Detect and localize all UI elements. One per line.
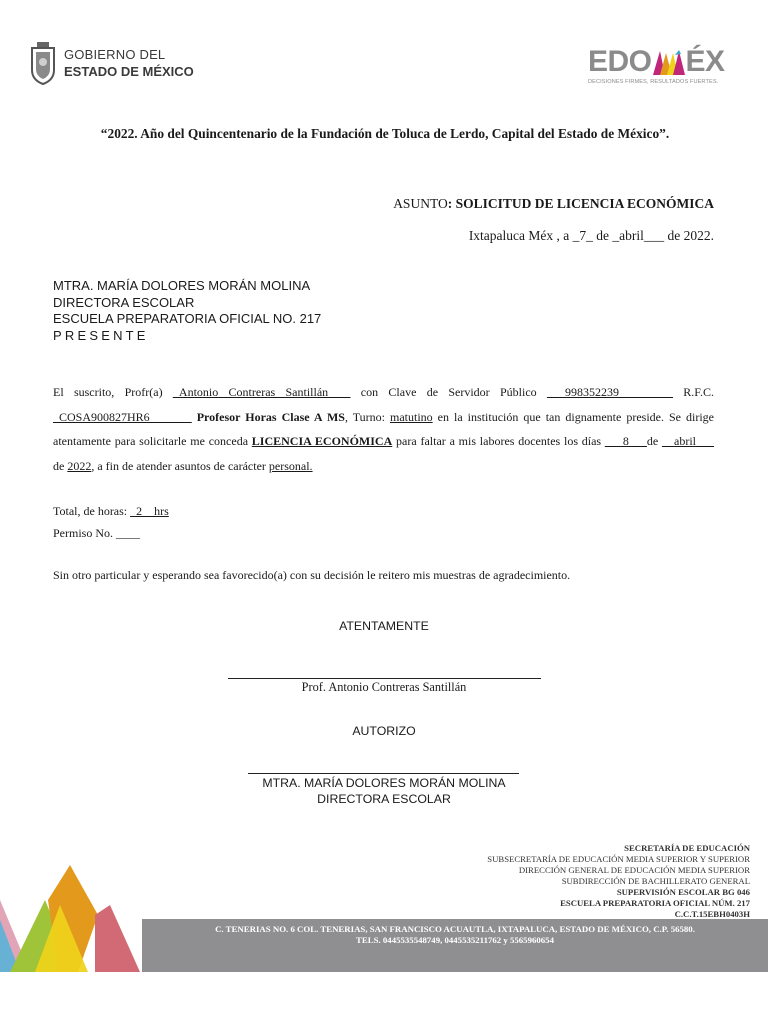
institution-line: SUBDIRECCIÓN DE BACHILLERATO GENERAL [561,876,750,886]
total-hours-value: _2__hrs [130,504,169,518]
teacher-name: _Antonio Contreras Santillán __ [172,385,351,399]
gov-title-line2: ESTADO DE MÉXICO [64,64,194,79]
director-name: MTRA. MARÍA DOLORES MORÁN MOLINA [262,776,506,790]
request-paragraph [53,380,714,478]
coat-of-arms-icon [28,40,58,86]
institution-line: SUBSECRETARÍA DE EDUCACIÓN MEDIA SUPERIOR Y SUPERIOR [487,854,750,864]
body-text-1: El suscrito, Profr(a) [53,385,173,399]
atentamente: ATENTAMENTE [339,619,429,633]
recipient-block [53,278,321,344]
institution-line: DIRECCIÓN GENERAL DE EDUCACIÓN MEDIA SUPERIOR [518,865,750,875]
recipient-name: MTRA. MARÍA DOLORES MORÁN MOLINA [53,278,311,293]
shift: matutino [390,409,433,424]
license-type: LICENCIA ECONÓMICA [251,434,393,448]
footer-address [142,924,768,946]
hours-block [53,500,169,544]
body-text-5: en la institución que tan dignamente preside. Se dirige atentamente para solicitarle me conceda [53,409,715,448]
position: Profesor Horas Clase A MS [196,409,345,424]
presente: PRESENTE [53,327,149,343]
footer-line1: C. TENERIAS NO. 6 COL. TENERIAS, SAN FRANCISCO ACUAUTLA, IXTAPALUCA, ESTADO DE MÉXICO, C.P. 56580. [215,924,695,934]
asunto-value: : SOLICITUD DE LICENCIA ECONÓMICA [447,196,714,211]
institution-line: ESCUELA PREPARATORIA OFICIAL NÚM. 217 [560,898,750,908]
edomex-right: ÉX [685,45,725,78]
asunto-label: ASUNTO [393,196,448,211]
institution-line: SECRETARÍA DE EDUCACIÓN [624,843,750,853]
employee-key: ___998352239_________ [546,385,673,399]
days: ___8___ [604,434,647,448]
signature-line-teacher [228,678,541,679]
rfc-value: _COSA900827HR6_______ [53,409,192,424]
permit-label: Permiso No. [53,526,116,540]
body-text-6: para faltar a mis labores docentes los días [392,434,605,448]
teacher-signature-name: Prof. Antonio Contreras Santillán [301,680,467,694]
place-date: Ixtapaluca Méx , a _7_ de _abril___ de 2022. [468,228,714,243]
year-motto: “2022. Año del Quincentenario de la Fundación de Toluca de Lerdo, Capital del Estado de México”. [100,126,670,141]
year: 2022 [67,458,92,473]
director-signature [0,776,768,807]
body-text-9: , a fin de atender asuntos de carácter [91,458,269,473]
closing-text: Sin otro particular y esperando sea favorecido(a) con su decisión le reitero mis muestras de agradecimiento. [53,568,571,582]
edomex-wordmark [588,46,748,78]
body-text-4: , Turno: [344,409,390,424]
edomex-m-icon [653,49,685,75]
permit-value: ____ [116,526,140,540]
edomex-slogan: DECISIONES FIRMES, RESULTADOS FUERTES. [588,79,719,85]
gobierno-logo [28,40,194,86]
body-text-3: R.F.C. [672,385,714,399]
total-hours-label: Total, de horas: [53,504,131,518]
recipient-school: ESCUELA PREPARATORIA OFICIAL NO. 217 [53,311,322,326]
asunto-line [393,196,714,212]
edomex-logo [588,46,748,85]
permit-number [53,522,169,544]
total-hours [53,500,169,522]
footer-line2: TELS. 0445535548749, 0445535211762 y 5565960654 [356,935,554,945]
recipient-role: DIRECTORA ESCOLAR [53,294,195,310]
autorizo: AUTORIZO [352,724,416,738]
reason: personal. [268,458,313,473]
institution-line: C.C.T.15EBH0403H [674,909,750,919]
month: __abril___ [662,434,714,448]
gov-title-line1: GOBIERNO DEL [64,47,166,62]
body-text-8: de [53,458,68,473]
body-text-7: de [646,434,662,448]
edomex-left: EDO [588,45,652,78]
signature-line-director [248,773,519,774]
director-role: DIRECTORA ESCOLAR [317,791,451,806]
body-text-2: con Clave de Servidor Público [350,385,547,399]
institution-block [487,843,750,920]
institution-line: SUPERVISIÓN ESCOLAR BG 046 [616,887,750,897]
